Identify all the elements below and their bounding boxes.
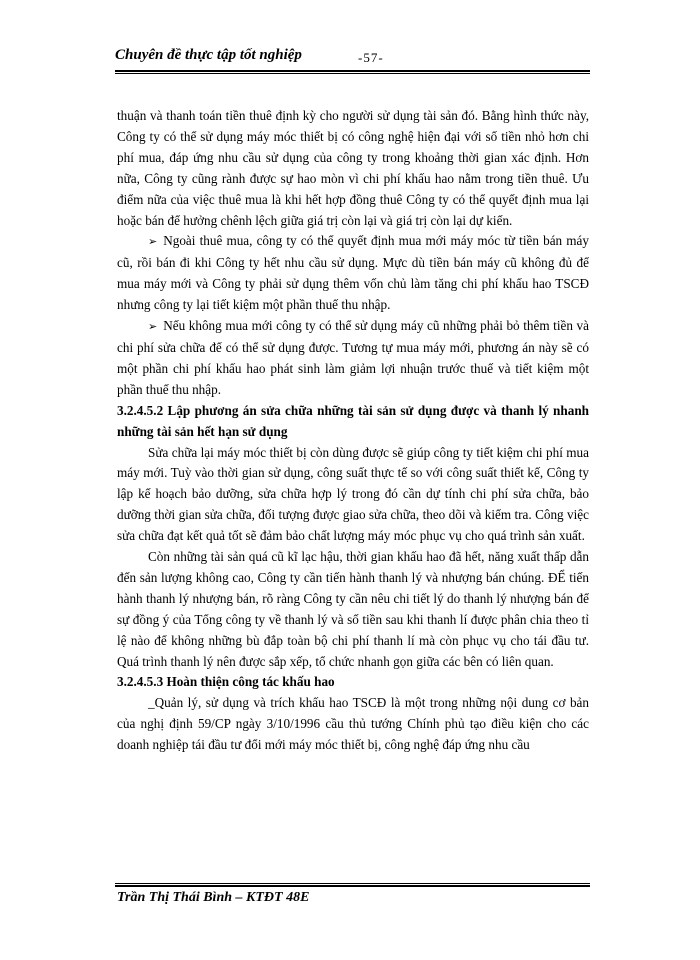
paragraph-depreciation: _Quản lý, sử dụng và trích khấu hao TSCĐ là một trong những nội dung cơ bản của nghị định 59/CP ngày 3/10/1996 cầu thủ tướng Chính phủ tạo điều kiện cho các doanh nghiệp tái đầu tư đổi mới máy móc thiết bị, công nghệ đáp ứng nhu cầu [117, 695, 589, 753]
page-number: -57- [358, 50, 384, 65]
footer-author: Trần Thị Thái Bình – KTĐT 48E [117, 890, 310, 905]
page-header [115, 44, 590, 70]
arrow-bullet-icon: ➢ [148, 321, 158, 334]
bullet-item-purchase [117, 231, 589, 316]
bullet-text: Nếu không mua mới công ty có thể sử dụng máy cũ những phải bỏ thêm tiền và chi phí sửa chữa để có thể sử dụng được. Tương tự mua máy mới, phương án này sẽ có một phần chi phí khấu hao phát sinh làm giảm lợi nhuận trước thuế và tiết kiệm một phần thuế thu nhập. [117, 318, 589, 397]
bullet-item-repair [117, 316, 589, 401]
section-heading: 3.2.4.5.3 Hoàn thiện công tác khấu hao [117, 674, 335, 690]
paragraph-liquidation: Còn những tài sản quá cũ kĩ lạc hậu, thời gian khấu hao đã hết, năng xuất thấp dẫn đến sản lượng không cao, Công ty cần tiến hành thanh lý và nhượng bán chúng. ĐỂ tiến hành thanh lý nhượng bán, rõ ràng Công ty cần nêu chi tiết lý do thanh lý nhượng bán để sự đồng ý của Tổng công ty về thanh lý và số tiền sau khi thanh lí được phân chia theo tỉ lệ nào để không những bù đắp toàn bộ chi phí thanh lí mà còn phục vụ cho tái đầu tư. Quá trình thanh lý nên được sắp xếp, tổ chức nhanh gọn giữa các bên có liên quan. [117, 549, 589, 669]
header-divider [115, 70, 590, 74]
paragraph-repair: Sửa chữa lại máy móc thiết bị còn dùng được sẽ giúp công ty tiết kiệm chi phí mua máy mới. Tuỳ vào thời gian sử dụng, công suất thực tế so với công suất thiết kế, Công ty lập kế hoạch bảo dưỡng, sửa chữa hợp lý trong đó cần dự tính chi phí sửa chữa, bảo dưỡng thời gian sửa chữa, đối tượng được giao sửa chữa, theo dõi và kiểm tra. Công việc sửa chữa đạt kết quả tốt sẽ đảm bảo chất lượng máy móc phục vụ cho quá trình sản xuất. [117, 444, 589, 544]
arrow-bullet-icon: ➢ [148, 236, 158, 249]
header-title: Chuyên đề thực tập tốt nghiệp [115, 47, 302, 63]
bullet-text: Ngoài thuê mua, công ty có thể quyết định mua mới máy móc từ tiền bán máy cũ, rồi bán đi khi Công ty hết nhu cầu sử dụng. Mực dù tiền bán máy cũ không đủ để mua máy mới và Công ty phải sử dụng thêm vốn chủ làm tăng chi phí khấu hao TSCĐ nhưng công ty lại tiết kiệm một phần thuế thu nhập. [117, 233, 589, 313]
section-heading: 3.2.4.5.2 Lập phương án sửa chữa những tài sản sử dụng được và thanh lý nhanh những tài sản hết hạn sử dụng [117, 402, 589, 439]
document-body [117, 106, 589, 756]
paragraph-continuation: thuận và thanh toán tiền thuê định kỳ cho người sử dụng tài sản đó. Bằng hình thức này, Công ty có thể sử dụng máy móc thiết bị có công nghệ hiện đại với số tiền nhỏ hơn chi phí mua, đáp ứng nhu cầu sử dụng của công ty trong khoảng thời gian xác định. Hơn nữa, Công ty cũng rành được sự hao mòn vì chi phí khấu hao nằm trong tiền thuê. Ưu điểm nữa của việc thuê mua là khi hết hợp đồng thuê Công ty có thể quyết định mua lại hoặc bán để hưởng chênh lệch giữa giá trị còn lại và giá trị còn lại dự kiến. [117, 108, 589, 228]
footer-divider [115, 883, 590, 887]
